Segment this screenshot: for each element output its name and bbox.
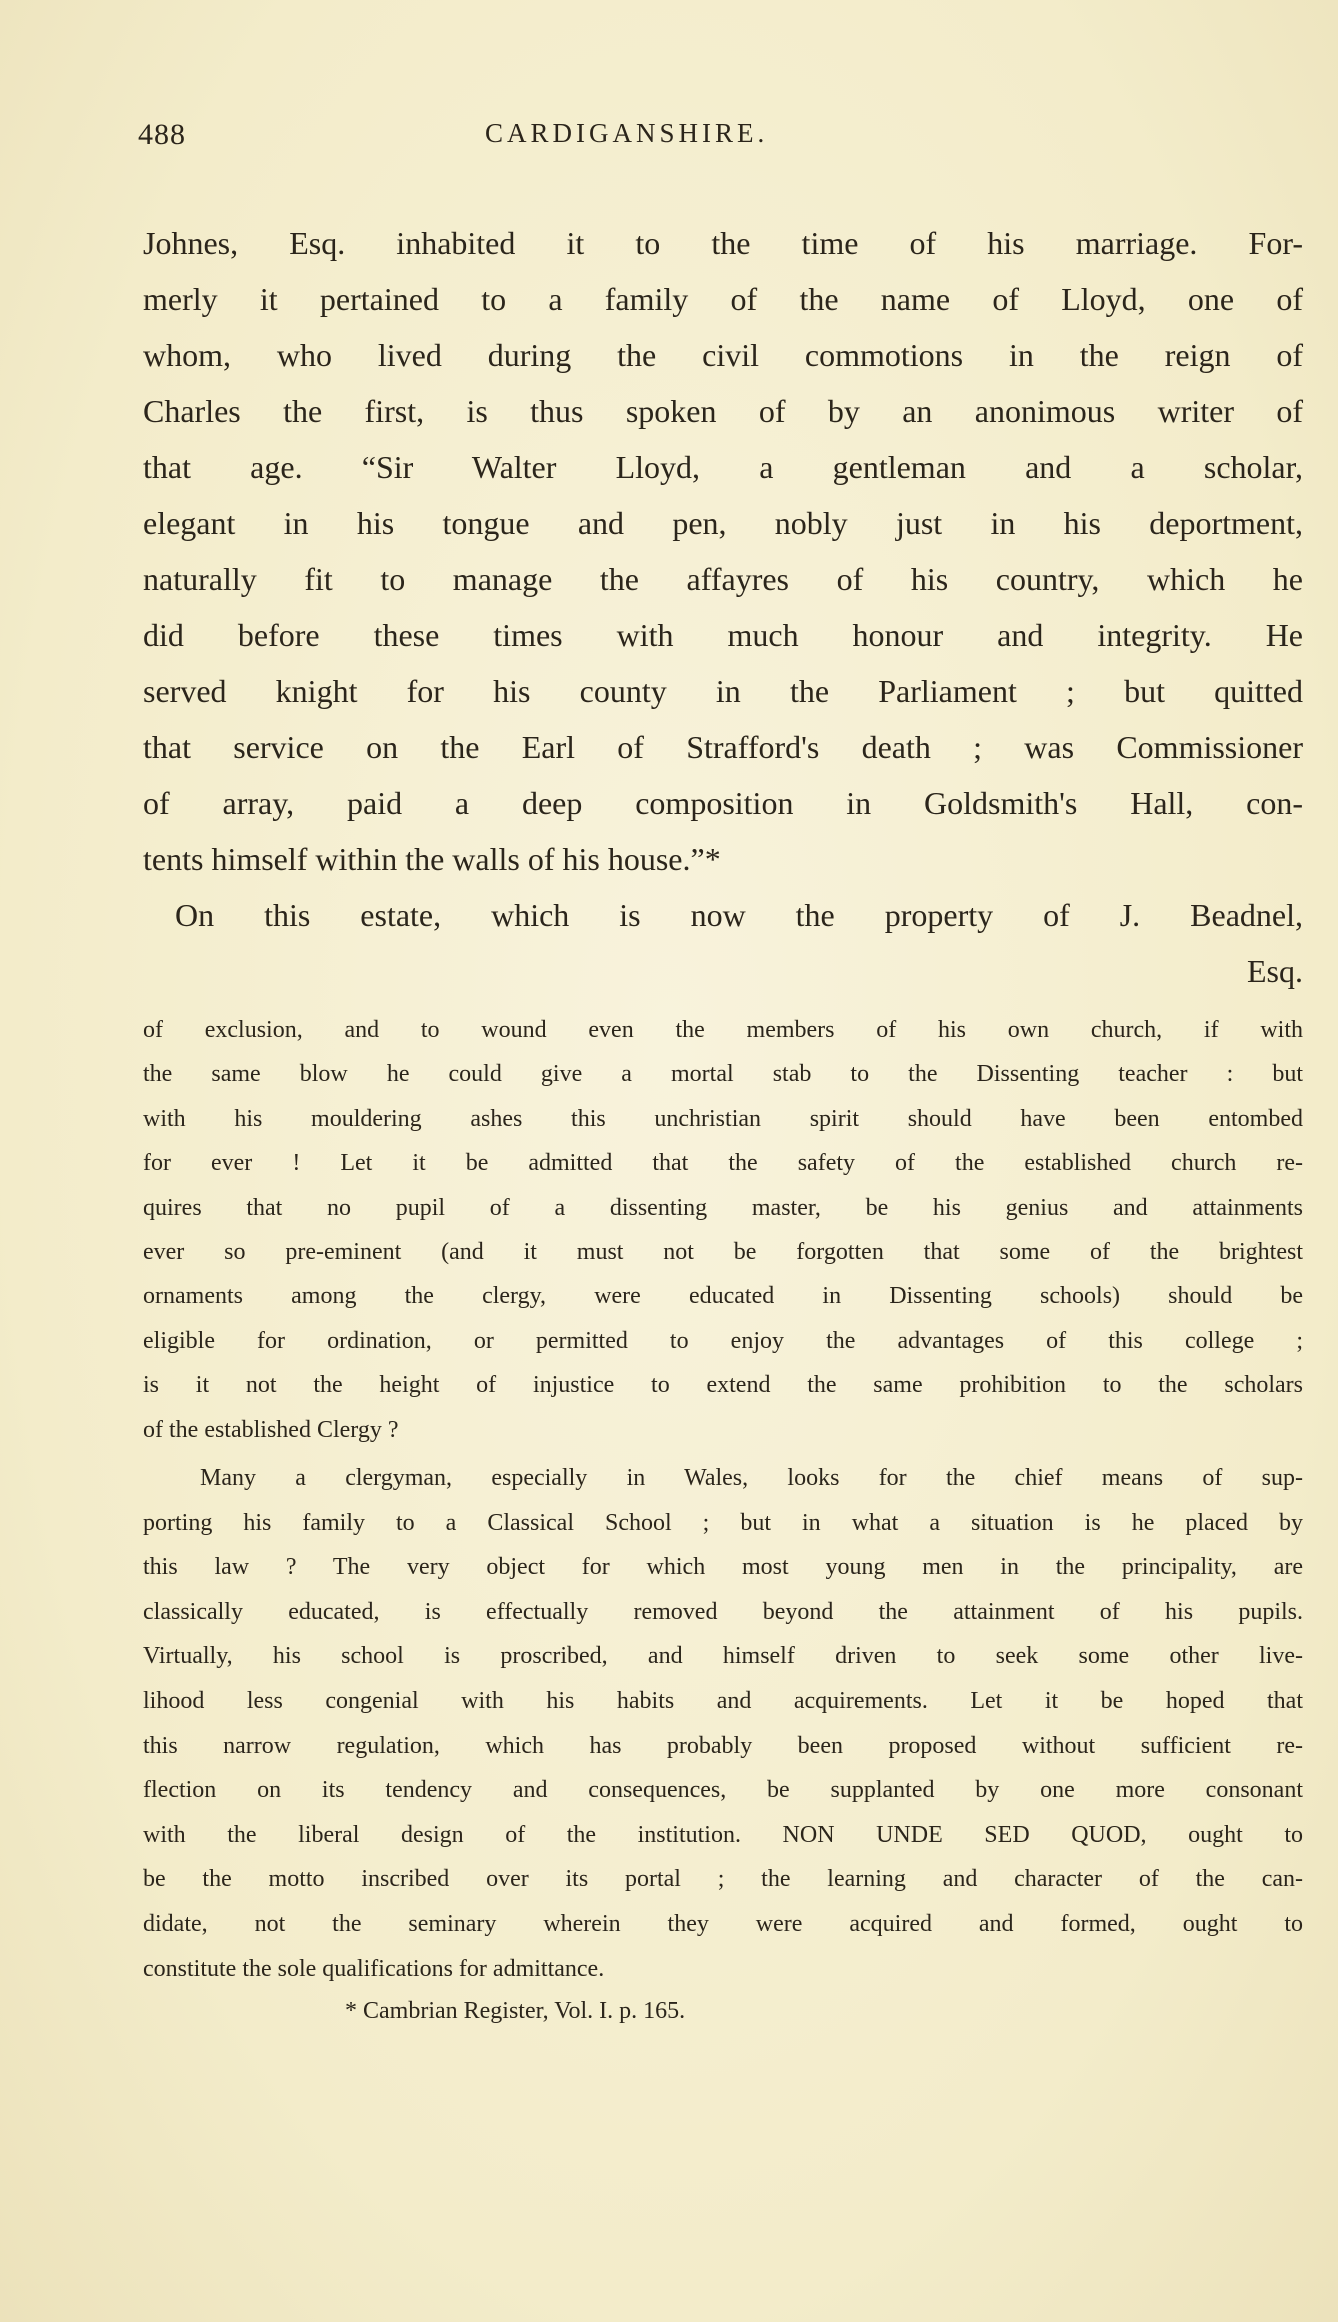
- continued-note-line: quires that no pupil of a dissenting master, be his genius and attainments: [143, 1195, 1303, 1221]
- body-text-line: served knight for his county in the Parliament ; but quitted: [143, 673, 1303, 709]
- continued-note-line: porting his family to a Classical School ; but in what a situation is he placed by: [143, 1510, 1303, 1536]
- continued-note-line: didate, not the seminary wherein they were acquired and formed, ought to: [143, 1911, 1303, 1937]
- body-text-line: Johnes, Esq. inhabited it to the time of his marriage. For-: [143, 225, 1303, 261]
- continued-note-line: classically educated, is effectually removed beyond the attainment of his pupils.: [143, 1599, 1303, 1625]
- continued-note-line: with his mouldering ashes this unchristian spirit should have been entombed: [143, 1106, 1303, 1132]
- body-text-line: elegant in his tongue and pen, nobly just in his deportment,: [143, 505, 1303, 541]
- continued-note-line: eligible for ordination, or permitted to enjoy the advantages of this college ;: [143, 1328, 1303, 1354]
- continued-note-line: the same blow he could give a mortal stab to the Dissenting teacher : but: [143, 1061, 1303, 1087]
- continued-note-line: with the liberal design of the institution. NON UNDE SED QUOD, ought to: [143, 1822, 1303, 1848]
- continued-note-line: constitute the sole qualifications for admittance.: [143, 1956, 605, 1982]
- continued-note-line: be the motto inscribed over its portal ; the learning and character of the can-: [143, 1866, 1303, 1892]
- body-text-line: Charles the first, is thus spoken of by an anonimous writer of: [143, 393, 1303, 429]
- continued-note-line: Many a clergyman, especially in Wales, looks for the chief means of sup-: [200, 1465, 1303, 1491]
- body-text-line: tents himself within the walls of his house.”*: [143, 841, 721, 877]
- page-number: 488: [138, 118, 186, 151]
- footnote-citation: * Cambrian Register, Vol. I. p. 165.: [345, 1998, 686, 2024]
- continued-note-line: Virtually, his school is proscribed, and himself driven to seek some other live-: [143, 1643, 1303, 1669]
- running-title: CARDIGANSHIRE.: [485, 118, 769, 148]
- continued-note-line: of the established Clergy ?: [143, 1417, 399, 1443]
- continued-note-line: ornaments among the clergy, were educated in Dissenting schools) should be: [143, 1283, 1303, 1309]
- continued-note-line: for ever ! Let it be admitted that the safety of the established church re-: [143, 1150, 1303, 1176]
- body-text-line: whom, who lived during the civil commotions in the reign of: [143, 337, 1303, 373]
- body-text-line: merly it pertained to a family of the name of Lloyd, one of: [143, 281, 1303, 317]
- continued-note-line: of exclusion, and to wound even the members of his own church, if with: [143, 1017, 1303, 1043]
- body-text-line: naturally fit to manage the affayres of his country, which he: [143, 561, 1303, 597]
- body-text-line: Esq.: [1247, 953, 1303, 989]
- continued-note-line: is it not the height of injustice to extend the same prohibition to the scholars: [143, 1372, 1303, 1398]
- continued-note-line: flection on its tendency and consequences, be supplanted by one more consonant: [143, 1777, 1303, 1803]
- body-text-line: of array, paid a deep composition in Goldsmith's Hall, con-: [143, 785, 1303, 821]
- continued-note-line: this narrow regulation, which has probably been proposed without sufficient re-: [143, 1733, 1303, 1759]
- continued-note-line: lihood less congenial with his habits and acquirements. Let it be hoped that: [143, 1688, 1303, 1714]
- body-text-line: did before these times with much honour and integrity. He: [143, 617, 1303, 653]
- body-text-line: On this estate, which is now the property of J. Beadnel,: [175, 897, 1303, 933]
- body-text-line: that age. “Sir Walter Lloyd, a gentleman and a scholar,: [143, 449, 1303, 485]
- continued-note-line: ever so pre-eminent (and it must not be forgotten that some of the brightest: [143, 1239, 1303, 1265]
- body-text-line: that service on the Earl of Strafford's death ; was Commissioner: [143, 729, 1303, 765]
- continued-note-line: this law ? The very object for which most young men in the principality, are: [143, 1554, 1303, 1580]
